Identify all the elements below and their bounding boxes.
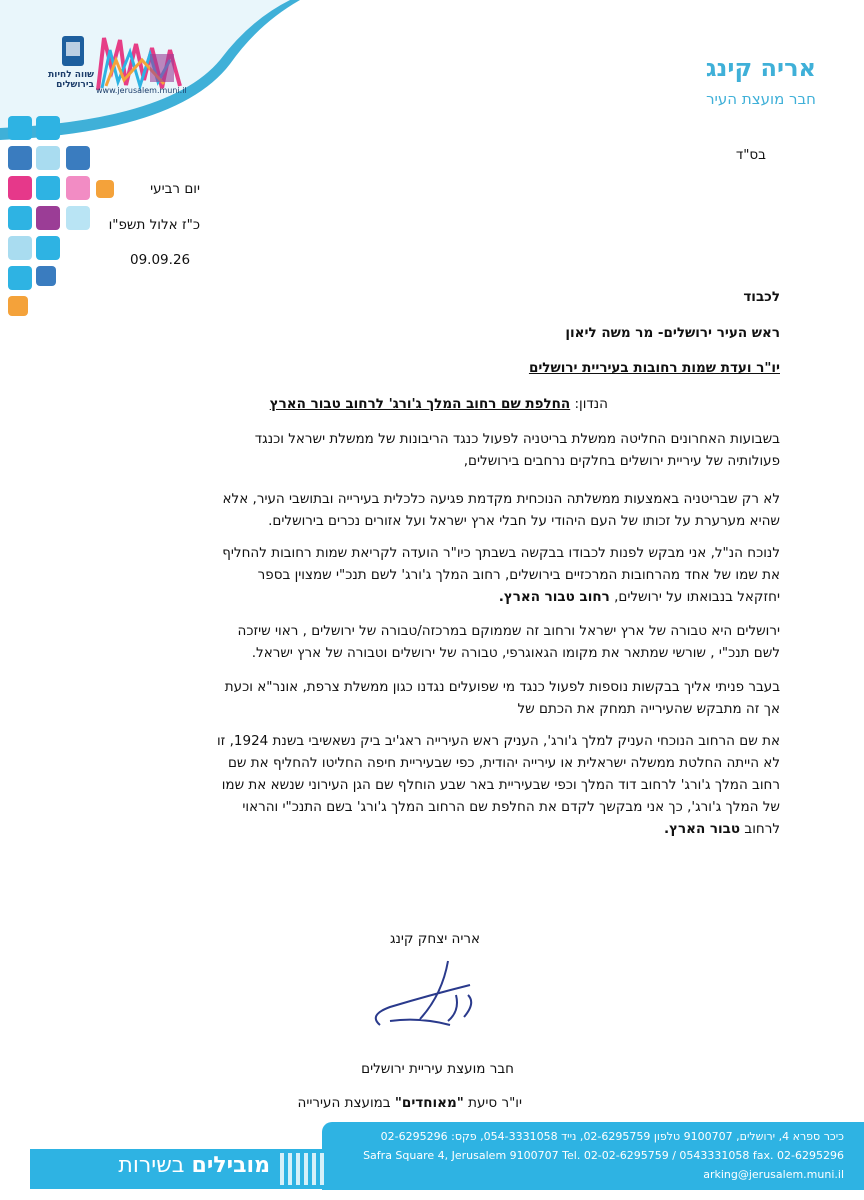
paragraph-2: [80, 488, 780, 532]
p6-bold: טבור הארץ.: [663, 821, 741, 837]
subject-line: [208, 393, 608, 415]
p1-line: בשבועות האחרונים החליטה ממשלת בריטניה לפעול כנגד הריבונות של ממשלת ישראל וכנגד: [254, 431, 780, 447]
logo-caption: שווה לחיות בירושלים: [48, 70, 94, 90]
p3-line: את שמו של אחד מהרחובות המרכזיים בירושלים, רחוב המלך ג'ורג' לשם תנכ"י שמצוין בספר: [257, 567, 780, 583]
bsd: בס"ד: [735, 147, 766, 163]
paragraph-6: [80, 730, 780, 840]
p4-line: ירושלים היא טבורה של ארץ ישראל ורחוב זה שממוקם במרכזה/טבורה של ירושלים , ראוי שיזכה: [237, 623, 780, 639]
recipient: ראש העיר ירושלים- מר משה ליאון: [565, 325, 780, 341]
footer-logo-bar: [30, 1149, 330, 1189]
p6-line: את שם הרחוב הנוכחי העניק למלך ג'ורג', העניק ראש העירייה ראג'יב ביק נשאשיבי בשנת 1924, זו: [216, 733, 780, 749]
subject: החלפת שם רחוב המלך ג'ורג' לרחוב טבור הארץ: [269, 396, 571, 412]
logo-url[interactable]: www.jerusalem.muni.il: [96, 86, 187, 95]
committee: יו"ר ועדת שמות רחובות בעיריית ירושלים: [528, 360, 780, 376]
day: יום רביעי: [150, 181, 200, 197]
p4-line: לשם תנכ"י , שורשי שמתאר את מקומו הגאוגרפי, טבורה של ירושלים וטבורה של ארץ ישראל.: [251, 645, 780, 661]
signature-title-1: חבר מועצת עיריית ירושלים: [361, 1061, 514, 1077]
footer-hebrew-address: כיכר ספרא 4, ירושלים, 9100707 טלפון 02-6295759, נייד 054-3331058, פקס: 02-6295296: [380, 1130, 844, 1143]
p3-bold: רחוב טבור הארץ.: [498, 589, 610, 605]
signature-name: אריה יצחק קינג: [389, 931, 480, 947]
date: 09.09.26: [130, 252, 191, 268]
footer-logo-text: [30, 1153, 270, 1178]
municipality-logo: [46, 30, 196, 100]
paragraph-5: [80, 676, 780, 720]
p3-line: יחזקאל בנבואתו על ירושלים, רחוב טבור הארץ.: [498, 589, 780, 605]
signature-title-2: יו"ר סיעת "מאוחדים" במועצת העירייה: [297, 1095, 522, 1111]
footer-contact-band: [322, 1122, 864, 1190]
sender-name: אריה קינג: [705, 54, 816, 82]
handwritten-signature: [360, 955, 500, 1045]
footer-email[interactable]: arking@jerusalem.muni.il: [703, 1168, 844, 1181]
p5-line: בעבר פניתי אליך בבקשות נוספות לפעול כנגד מי שפועלים נגדנו כגון ממשלת צרפת, אונר"א וכעת: [224, 679, 780, 695]
subject-prefix: הנדון:: [574, 396, 608, 412]
footer-logo-pattern: [280, 1153, 326, 1185]
paragraph-3: [80, 542, 780, 608]
to-label: לכבוד: [743, 289, 780, 305]
p6-line: של המלך ג'ורג', כך אני מבקשך לקדם את החלפת שם הרחוב המלך ג'ורג' בשם התנכ"י והראוי: [242, 799, 780, 815]
p5-line: אך זה מתבקש שהעירייה תמחק את הכתם של: [517, 701, 780, 717]
p2-line: לא רק שבריטניה באמצעות ממשלתה הנוכחית מקדמת פגיעה כלכלית בעירייה ובתושבי העיר, אלא: [222, 491, 780, 507]
sender-title: חבר מועצת העיר: [706, 90, 816, 108]
p6-line: לרחוב טבור הארץ.: [663, 821, 780, 837]
p3-line: לנוכח הנ"ל, אני מבקש לפנות לכבודו בבקשה בשבתך כיו"ר הועדה לקריאת שמות רחובות להחליף: [222, 545, 780, 561]
p6-line: רחוב המלך ג'ורג' לרחוב דוד המלך וכפי שבעיריית באר שבע הוחלף שם הגן העירוני שנשא את שמו: [221, 777, 780, 793]
p6-line: לא הייתה החלטת ממשלה ישראלית או עירייה יהודית, כפי שבעיריית חיפה החליטו להחליף את שם: [227, 755, 780, 771]
footer-english-address: Safra Square 4, Jerusalem 9100707 Tel. 02-02-6295759 / 0543331058 fax. 02-6295296: [363, 1149, 844, 1162]
paragraph-4: [80, 620, 780, 664]
p1-line: פעולותיה של עיריית ירושלים בחלקים נרחבים בירושלים,: [463, 453, 780, 469]
paragraph-1: [80, 428, 780, 472]
footer-logo-light: בשירות: [118, 1153, 185, 1178]
footer-logo-bold: מובילים: [191, 1153, 270, 1178]
p2-line: שהיא מערערת על זכותו של העם היהודי על חבלי ארץ ישראל ועל אזורים נכרים בירושלים.: [268, 513, 780, 529]
hebrew-date: כ"ז אלול תשפ"ו: [108, 217, 200, 233]
